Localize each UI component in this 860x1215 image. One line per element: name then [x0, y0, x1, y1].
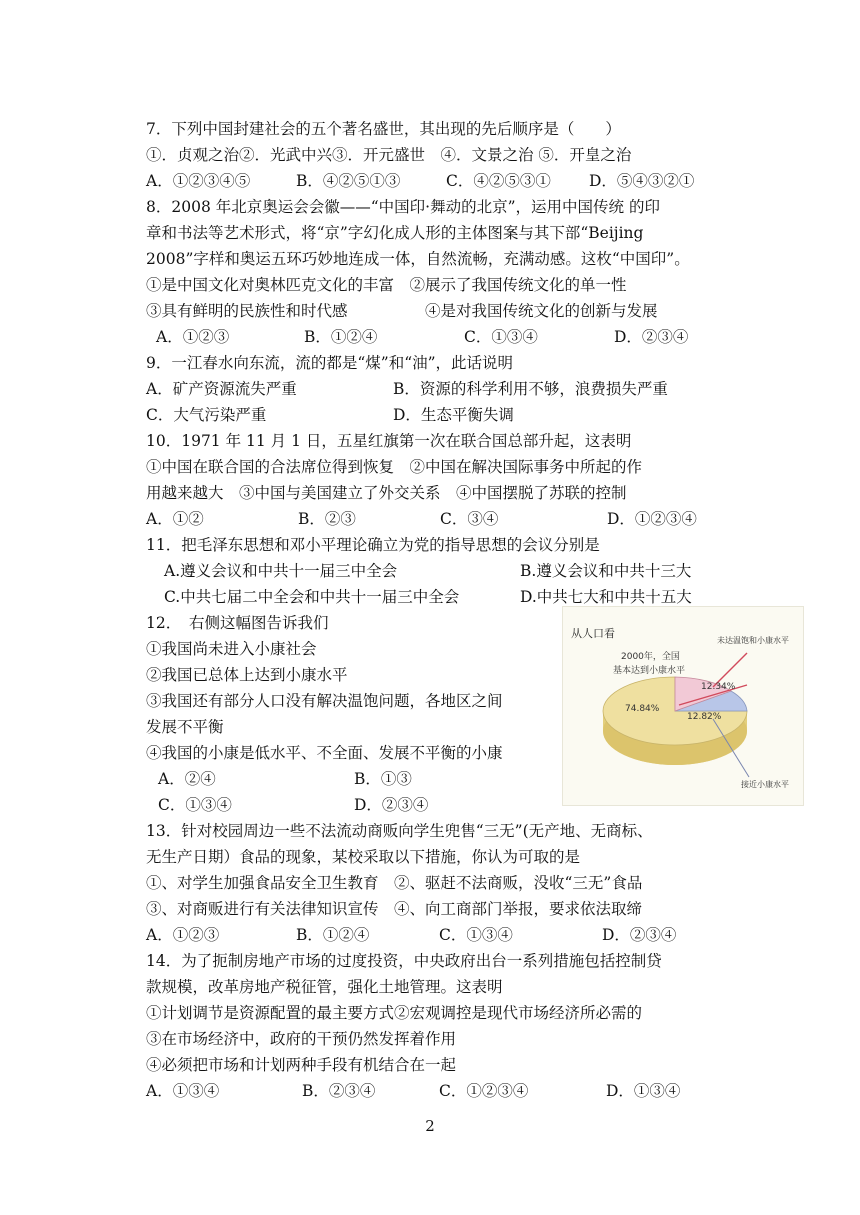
q7-option-b[interactable]: B．④②⑤①③ — [296, 172, 401, 190]
q12-item-1: ①我国尚未进入小康社会 — [146, 640, 317, 658]
q14-line-1: 14．为了扼制房地产市场的过度投资，中央政府出台一系列措施包括控制贷 — [146, 952, 662, 970]
q11-option-b[interactable]: B.遵义会议和中共十三大 — [520, 562, 692, 580]
q14-option-c[interactable]: C．①②③④ — [439, 1082, 529, 1100]
q10-stem: 10．1971 年 11 月 1 日，五星红旗第一次在联合国总部升起，这表明 — [146, 432, 632, 450]
q8-option-a[interactable]: A．①②③ — [156, 328, 230, 346]
q9-option-a[interactable]: A．矿产资源流失严重 — [146, 380, 297, 398]
q13-option-c[interactable]: C．①③④ — [439, 926, 513, 944]
q8-line-2: 章和书法等艺术形式，将“京”字幻化成人形的主体图案与其下部“Beijing — [146, 224, 644, 242]
q14-options — [146, 1078, 718, 1104]
q8-option-b[interactable]: B．①②④ — [304, 328, 378, 346]
q13-option-b[interactable]: B．①②④ — [296, 926, 370, 944]
q13-options — [146, 922, 718, 948]
q8-option-d[interactable]: D．②③④ — [614, 328, 689, 346]
q10-line-2: ①中国在联合国的合法席位得到恢复 ②中国在解决国际事务中所起的作 — [146, 458, 643, 476]
q14-line-4: ③在市场经济中，政府的干预仍然发挥着作用 — [146, 1030, 457, 1048]
q9-options-row-2 — [146, 402, 718, 428]
q9-stem: 9．一江春水向东流，流的都是“煤”和“油”，此话说明 — [146, 354, 514, 372]
q12-option-a[interactable]: A．②④ — [158, 770, 216, 788]
q13-line-4: ③、对商贩进行有关法律知识宣传 ④、向工商部门举报，要求依法取缔 — [146, 900, 643, 918]
q9-option-b[interactable]: B．资源的科学利用不够，浪费损失严重 — [393, 380, 668, 398]
q7-options — [146, 168, 718, 194]
q8-line-4: ①是中国文化对奥林匹克文化的丰富 ②展示了我国传统文化的单一性 — [146, 276, 627, 294]
q14-option-d[interactable]: D．①③④ — [606, 1082, 681, 1100]
q10-options — [146, 506, 718, 532]
figure-center-label-2: 基本达到小康水平 — [613, 666, 686, 676]
q7-option-c[interactable]: C．④②⑤③① — [446, 172, 551, 190]
q13-option-a[interactable]: A．①②③ — [146, 926, 220, 944]
pie-chart-svg — [563, 607, 803, 805]
q8-line-1: 8．2008 年北京奥运会会徽——“中国印·舞动的北京”，运用中国传统 的印 — [146, 198, 660, 216]
q12-stem: 12． 右侧这幅图告诉我们 — [146, 614, 329, 632]
q11-option-a[interactable]: A.遵义会议和中共十一届三中全会 — [164, 562, 398, 580]
q8-option-c[interactable]: C．①③④ — [464, 328, 538, 346]
q14-line-5: ④必须把市场和计划两种手段有机结合在一起 — [146, 1056, 457, 1074]
q12-option-c[interactable]: C．①③④ — [158, 796, 232, 814]
q13-line-3: ①、对学生加强食品安全卫生教育 ②、驱赶不法商贩，没收“三无”食品 — [146, 874, 643, 892]
q7-option-a[interactable]: A．①②③④⑤ — [146, 172, 251, 190]
figure-label-top: 未达温饱和小康水平 — [717, 636, 789, 645]
q10-option-c[interactable]: C．③④ — [440, 510, 499, 528]
q7-option-d[interactable]: D．⑤④③②① — [589, 172, 695, 190]
q12-item-4: ④我国的小康是低水平、不全面、发展不平衡的小康 — [146, 744, 503, 762]
q11-options-row-1 — [146, 558, 718, 584]
figure-corner-label: 从人口看 — [571, 627, 615, 640]
q12-item-3a: ③我国还有部分人口没有解决温饱问题，各地区之间 — [146, 692, 503, 710]
figure-pct-mid: 12.82% — [687, 712, 722, 722]
q9-option-c[interactable]: C．大气污染严重 — [146, 406, 267, 424]
q14-option-b[interactable]: B．②③④ — [302, 1082, 376, 1100]
q10-option-b[interactable]: B．②③ — [298, 510, 356, 528]
q10-option-a[interactable]: A．①② — [146, 510, 204, 528]
q13-option-d[interactable]: D．②③④ — [602, 926, 677, 944]
q12-option-d[interactable]: D．②③④ — [354, 796, 429, 814]
page-number: 2 — [425, 1117, 435, 1135]
q10-option-d[interactable]: D．①②③④ — [607, 510, 697, 528]
q14-line-2: 款规模，改革房地产税征管，强化土地管理。这表明 — [146, 978, 503, 996]
q12-option-b[interactable]: B．①③ — [354, 770, 412, 788]
q9-options-row-1 — [146, 376, 718, 402]
q13-line-2: 无生产日期）食品的现象，某校采取以下措施，你认为可取的是 — [146, 848, 581, 866]
q14-option-a[interactable]: A．①③④ — [146, 1082, 220, 1100]
q10-line-3: 用越来越大 ③中国与美国建立了外交关系 ④中国摆脱了苏联的控制 — [146, 484, 627, 502]
q8-options — [146, 324, 718, 350]
q7-items: ①．贞观之治②．光武中兴③．开元盛世 ④．文景之治 ⑤．开皇之治 — [146, 146, 632, 164]
q8-line-5: ③具有鲜明的民族性和时代感 ④是对我国传统文化的创新与发展 — [146, 302, 658, 320]
figure-center-label-1: 2000年，全国 — [621, 652, 680, 662]
figure-pct-small: 12.34% — [701, 682, 736, 692]
q12-item-2: ②我国已总体上达到小康水平 — [146, 666, 348, 684]
q12-item-3b: 发展不平衡 — [146, 718, 224, 736]
q9-option-d[interactable]: D．生态平衡失调 — [393, 406, 514, 424]
q12-pie-figure — [562, 606, 804, 806]
q7-stem: 7．下列中国封建社会的五个著名盛世，其出现的先后顺序是（ ） — [146, 120, 621, 138]
q11-option-d[interactable]: D.中共七大和中共十五大 — [520, 588, 692, 606]
q8-line-3: 2008”字样和奥运五环巧妙地连成一体，自然流畅，充满动感。这枚“中国印”。 — [146, 250, 690, 268]
figure-label-bottom: 接近小康水平 — [741, 780, 789, 789]
q11-stem: 11．把毛泽东思想和邓小平理论确立为党的指导思想的会议分别是 — [146, 536, 600, 554]
q11-option-c[interactable]: C.中共七届二中全会和中共十一届三中全会 — [164, 588, 460, 606]
figure-pct-big: 74.84% — [625, 704, 660, 714]
q14-line-3: ①计划调节是资源配置的最主要方式②宏观调控是现代市场经济所必需的 — [146, 1004, 643, 1022]
q13-line-1: 13．针对校园周边一些不法流动商贩向学生兜售“三无”(无产地、无商标、 — [146, 822, 653, 840]
